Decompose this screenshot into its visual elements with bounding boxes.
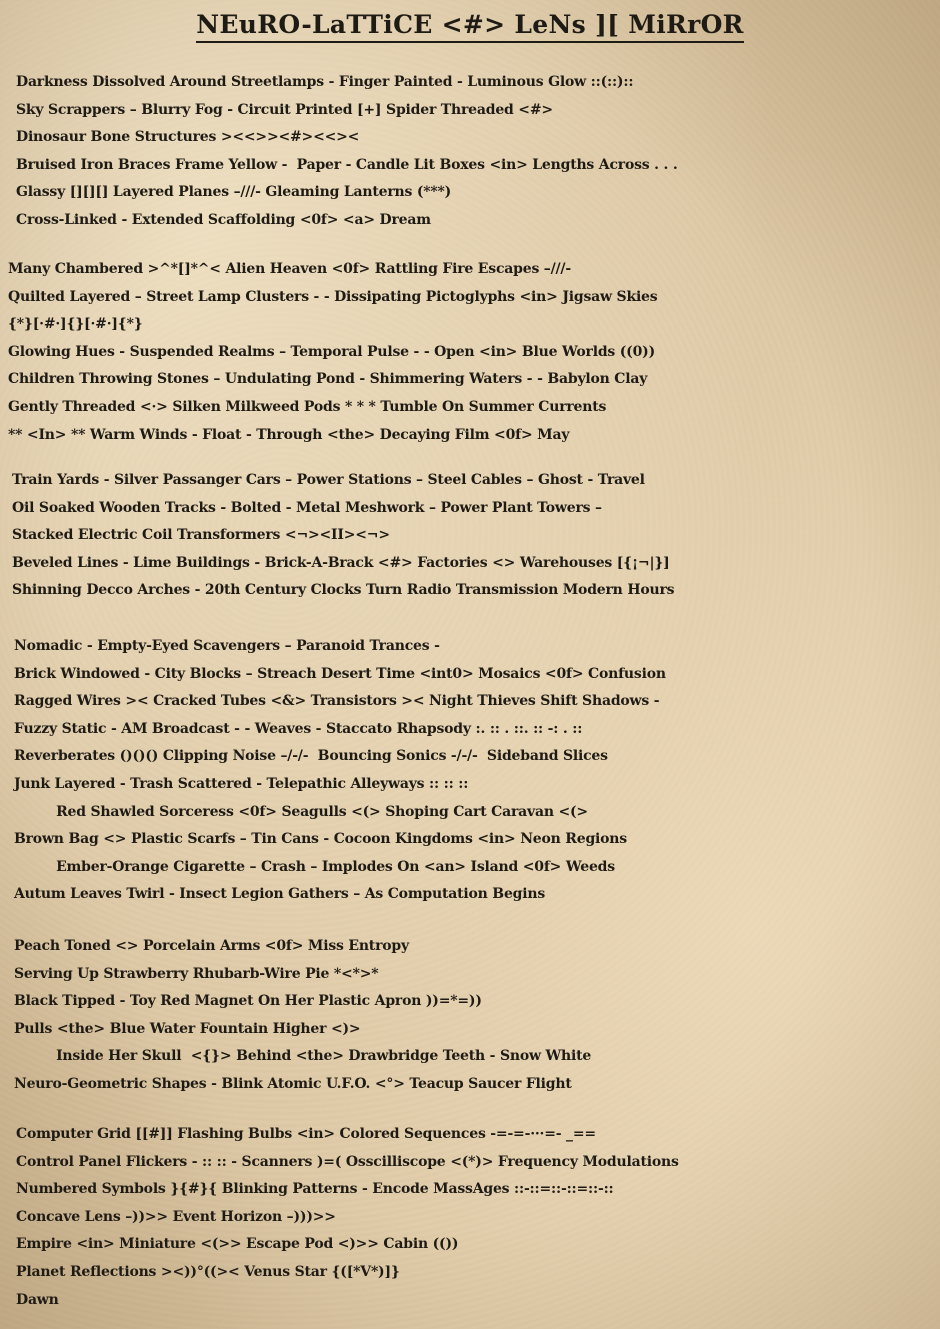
poem-title-text: NEuRO-LaTTiCE <#> LeNs ][ MiRrOR	[196, 10, 743, 43]
poem-line: Ragged Wires >< Cracked Tubes <&> Transistors >< Night Thieves Shift Shadows -	[14, 693, 660, 710]
poem-line: Bruised Iron Braces Frame Yellow - Paper - Candle Lit Boxes <in> Lengths Across . . .	[16, 156, 678, 173]
poem-line: Junk Layered - Trash Scattered - Telepathic Alleyways :: :: ::	[14, 775, 469, 792]
poem-line: Sky Scrappers – Blurry Fog - Circuit Printed [+] Spider Threaded <#>	[16, 101, 553, 118]
poem-line: Computer Grid [[#]] Flashing Bulbs <in> Colored Sequences -=-=-···=- _==	[16, 1126, 596, 1142]
poem-line: Dawn	[16, 1291, 59, 1308]
poem-line: Black Tipped - Toy Red Magnet On Her Plastic Apron ))=*=))	[14, 993, 482, 1010]
poem-line: Fuzzy Static - AM Broadcast - - Weaves - Staccato Rhapsody :. :: . ::. :: -: . ::	[14, 720, 583, 737]
stanza-2	[0, 256, 940, 449]
poem-line: Ember-Orange Cigarette – Crash – Implodes On <an> Island <0f> Weeds	[14, 858, 615, 875]
poem-line: ** <In> ** Warm Winds - Float - Through <the> Decaying Film <0f> May	[8, 426, 570, 443]
poem-line: Dinosaur Bone Structures ><<>><#><<><	[16, 129, 360, 146]
poem-line: Empire <in> Miniature <(>> Escape Pod <)>> Cabin (())	[16, 1236, 459, 1253]
poem-line: Quilted Layered – Street Lamp Clusters - - Dissipating Pictoglyphs <in> Jigsaw Skies	[8, 288, 658, 305]
stanza-5	[0, 933, 940, 1099]
poem-line: Children Throwing Stones – Undulating Pond - Shimmering Waters - - Babylon Clay	[8, 371, 648, 388]
poem-line: Stacked Electric Coil Transformers <¬><II><¬>	[12, 527, 390, 544]
poem-line: Many Chambered >^*[]*^< Alien Heaven <0f> Rattling Fire Escapes –///-	[8, 261, 571, 277]
poem-line: Neuro-Geometric Shapes - Blink Atomic U.F.O. <°> Teacup Saucer Flight	[14, 1075, 572, 1092]
stanza-4	[0, 633, 940, 909]
poem-line: Concave Lens –))>> Event Horizon –)))>>	[16, 1208, 336, 1225]
poem-line: Planet Reflections ><))°((>< Venus Star {([*V*)]}	[16, 1263, 400, 1280]
poem-line: Serving Up Strawberry Rhubarb-Wire Pie *<*>*	[14, 965, 379, 982]
poem-line: Train Yards - Silver Passanger Cars – Power Stations – Steel Cables – Ghost - Travel	[12, 472, 645, 488]
stanza-1	[0, 69, 940, 235]
poem-line: Shinning Decco Arches - 20th Century Clocks Turn Radio Transmission Modern Hours	[12, 582, 675, 599]
poem-line: Peach Toned <> Porcelain Arms <0f> Miss Entropy	[14, 938, 409, 954]
poem-line: Brick Windowed - City Blocks – Streach Desert Time <int0> Mosaics <0f> Confusion	[14, 665, 666, 682]
poem-line: Red Shawled Sorceress <0f> Seagulls <(> Shoping Cart Caravan <(>	[14, 803, 588, 820]
poem-title	[0, 10, 940, 39]
poem-line: Pulls <the> Blue Water Fountain Higher <)>	[14, 1020, 361, 1037]
poem-line: Oil Soaked Wooden Tracks - Bolted - Metal Meshwork – Power Plant Towers –	[12, 499, 602, 516]
stanza-3	[0, 467, 940, 605]
poem-line: Numbered Symbols }{#}{ Blinking Patterns - Encode MassAges ::-::=::-::=::-::	[16, 1181, 614, 1198]
poem-line: Brown Bag <> Plastic Scarfs – Tin Cans - Cocoon Kingdoms <in> Neon Regions	[14, 831, 627, 848]
poem-line: Control Panel Flickers - :: :: - Scanners )=( Osscilliscope <(*)> Frequency Modulations	[16, 1153, 679, 1170]
poem-line: Reverberates ()()() Clipping Noise –/-/- Bouncing Sonics -/-/- Sideband Slices	[14, 748, 608, 765]
poem-line: Glowing Hues - Suspended Realms – Temporal Pulse - - Open <in> Blue Worlds ((0))	[8, 343, 655, 360]
poem-line: Beveled Lines - Lime Buildings - Brick-A-Brack <#> Factories <> Warehouses [{¡¬|}]	[12, 554, 670, 571]
poem-line: Autum Leaves Twirl - Insect Legion Gathers – As Computation Begins	[14, 886, 546, 903]
poem-line: Glassy [][][] Layered Planes –///- Gleaming Lanterns (***)	[16, 184, 452, 201]
stanza-6	[0, 1121, 940, 1314]
poem-line: Inside Her Skull <{}> Behind <the> Drawbridge Teeth - Snow White	[14, 1048, 592, 1065]
poem-line: Darkness Dissolved Around Streetlamps - Finger Painted - Luminous Glow ::(::)::	[16, 74, 634, 90]
poem-line: Cross-Linked - Extended Scaffolding <0f> <a> Dream	[16, 211, 431, 228]
poem-line: {*}[·#·]{}[·#·]{*}	[8, 316, 143, 333]
poem-line: Gently Threaded <·> Silken Milkweed Pods * * * Tumble On Summer Currents	[8, 398, 607, 415]
poem-line: Nomadic - Empty-Eyed Scavengers – Paranoid Trances -	[14, 638, 440, 654]
